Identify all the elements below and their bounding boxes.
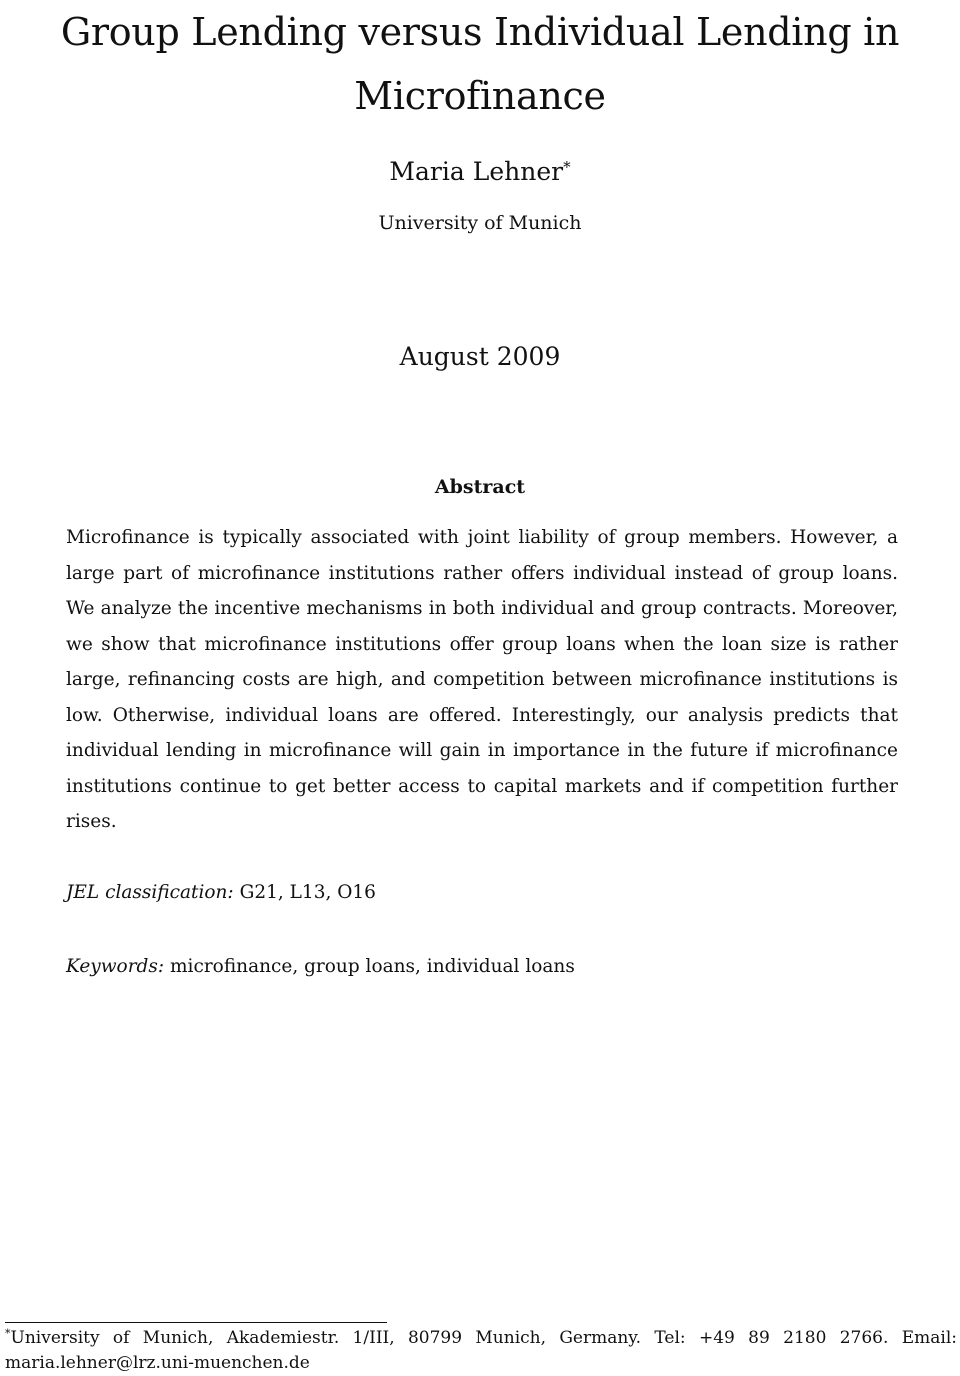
keywords-label: Keywords: — [66, 956, 165, 977]
abstract-body: Microfinance is typically associated with joint liability of group members. However, a large part of microfinance institutions rather offers individual instead of group loans. We analyze the incentive mechanisms in both individual and group contracts. Moreover, we show that microfinance institutions offer group loans when the loan size is rather large, refinancing costs are high, and competition between microfinance institutions is low. Otherwise, individual loans are offered. Interestingly, our analysis predicts that individual lending in microfinance will gain in importance in the future if microfinance institutions continue to get better access to capital markets and if competition further rises. — [66, 527, 898, 832]
footnote-text: University of Munich, Akademiestr. 1/III, 80799 Munich, Germany. Tel: +49 89 2180 2766. Email: maria.lehner@lrz.uni-muenchen.de — [5, 1328, 957, 1373]
jel-codes: G21, L13, O16 — [239, 882, 376, 903]
footnote-mark: * — [5, 1327, 11, 1340]
author-footnote-mark: * — [563, 158, 571, 176]
keywords — [66, 952, 898, 982]
author-affiliation: University of Munich — [378, 212, 582, 234]
publication-date: August 2009 — [399, 342, 561, 371]
jel-label: JEL classification: — [66, 882, 234, 903]
paper-title: Group Lending versus Individual Lending in Microfinance — [60, 10, 900, 118]
abstract-heading: Abstract — [434, 476, 526, 498]
author-name — [0, 156, 960, 188]
jel-classification — [66, 878, 898, 908]
author-name-text: Maria Lehner — [389, 157, 564, 186]
footnote-divider — [5, 1322, 387, 1323]
footnote — [5, 1326, 957, 1376]
keywords-list: microfinance, group loans, individual loans — [170, 956, 575, 977]
